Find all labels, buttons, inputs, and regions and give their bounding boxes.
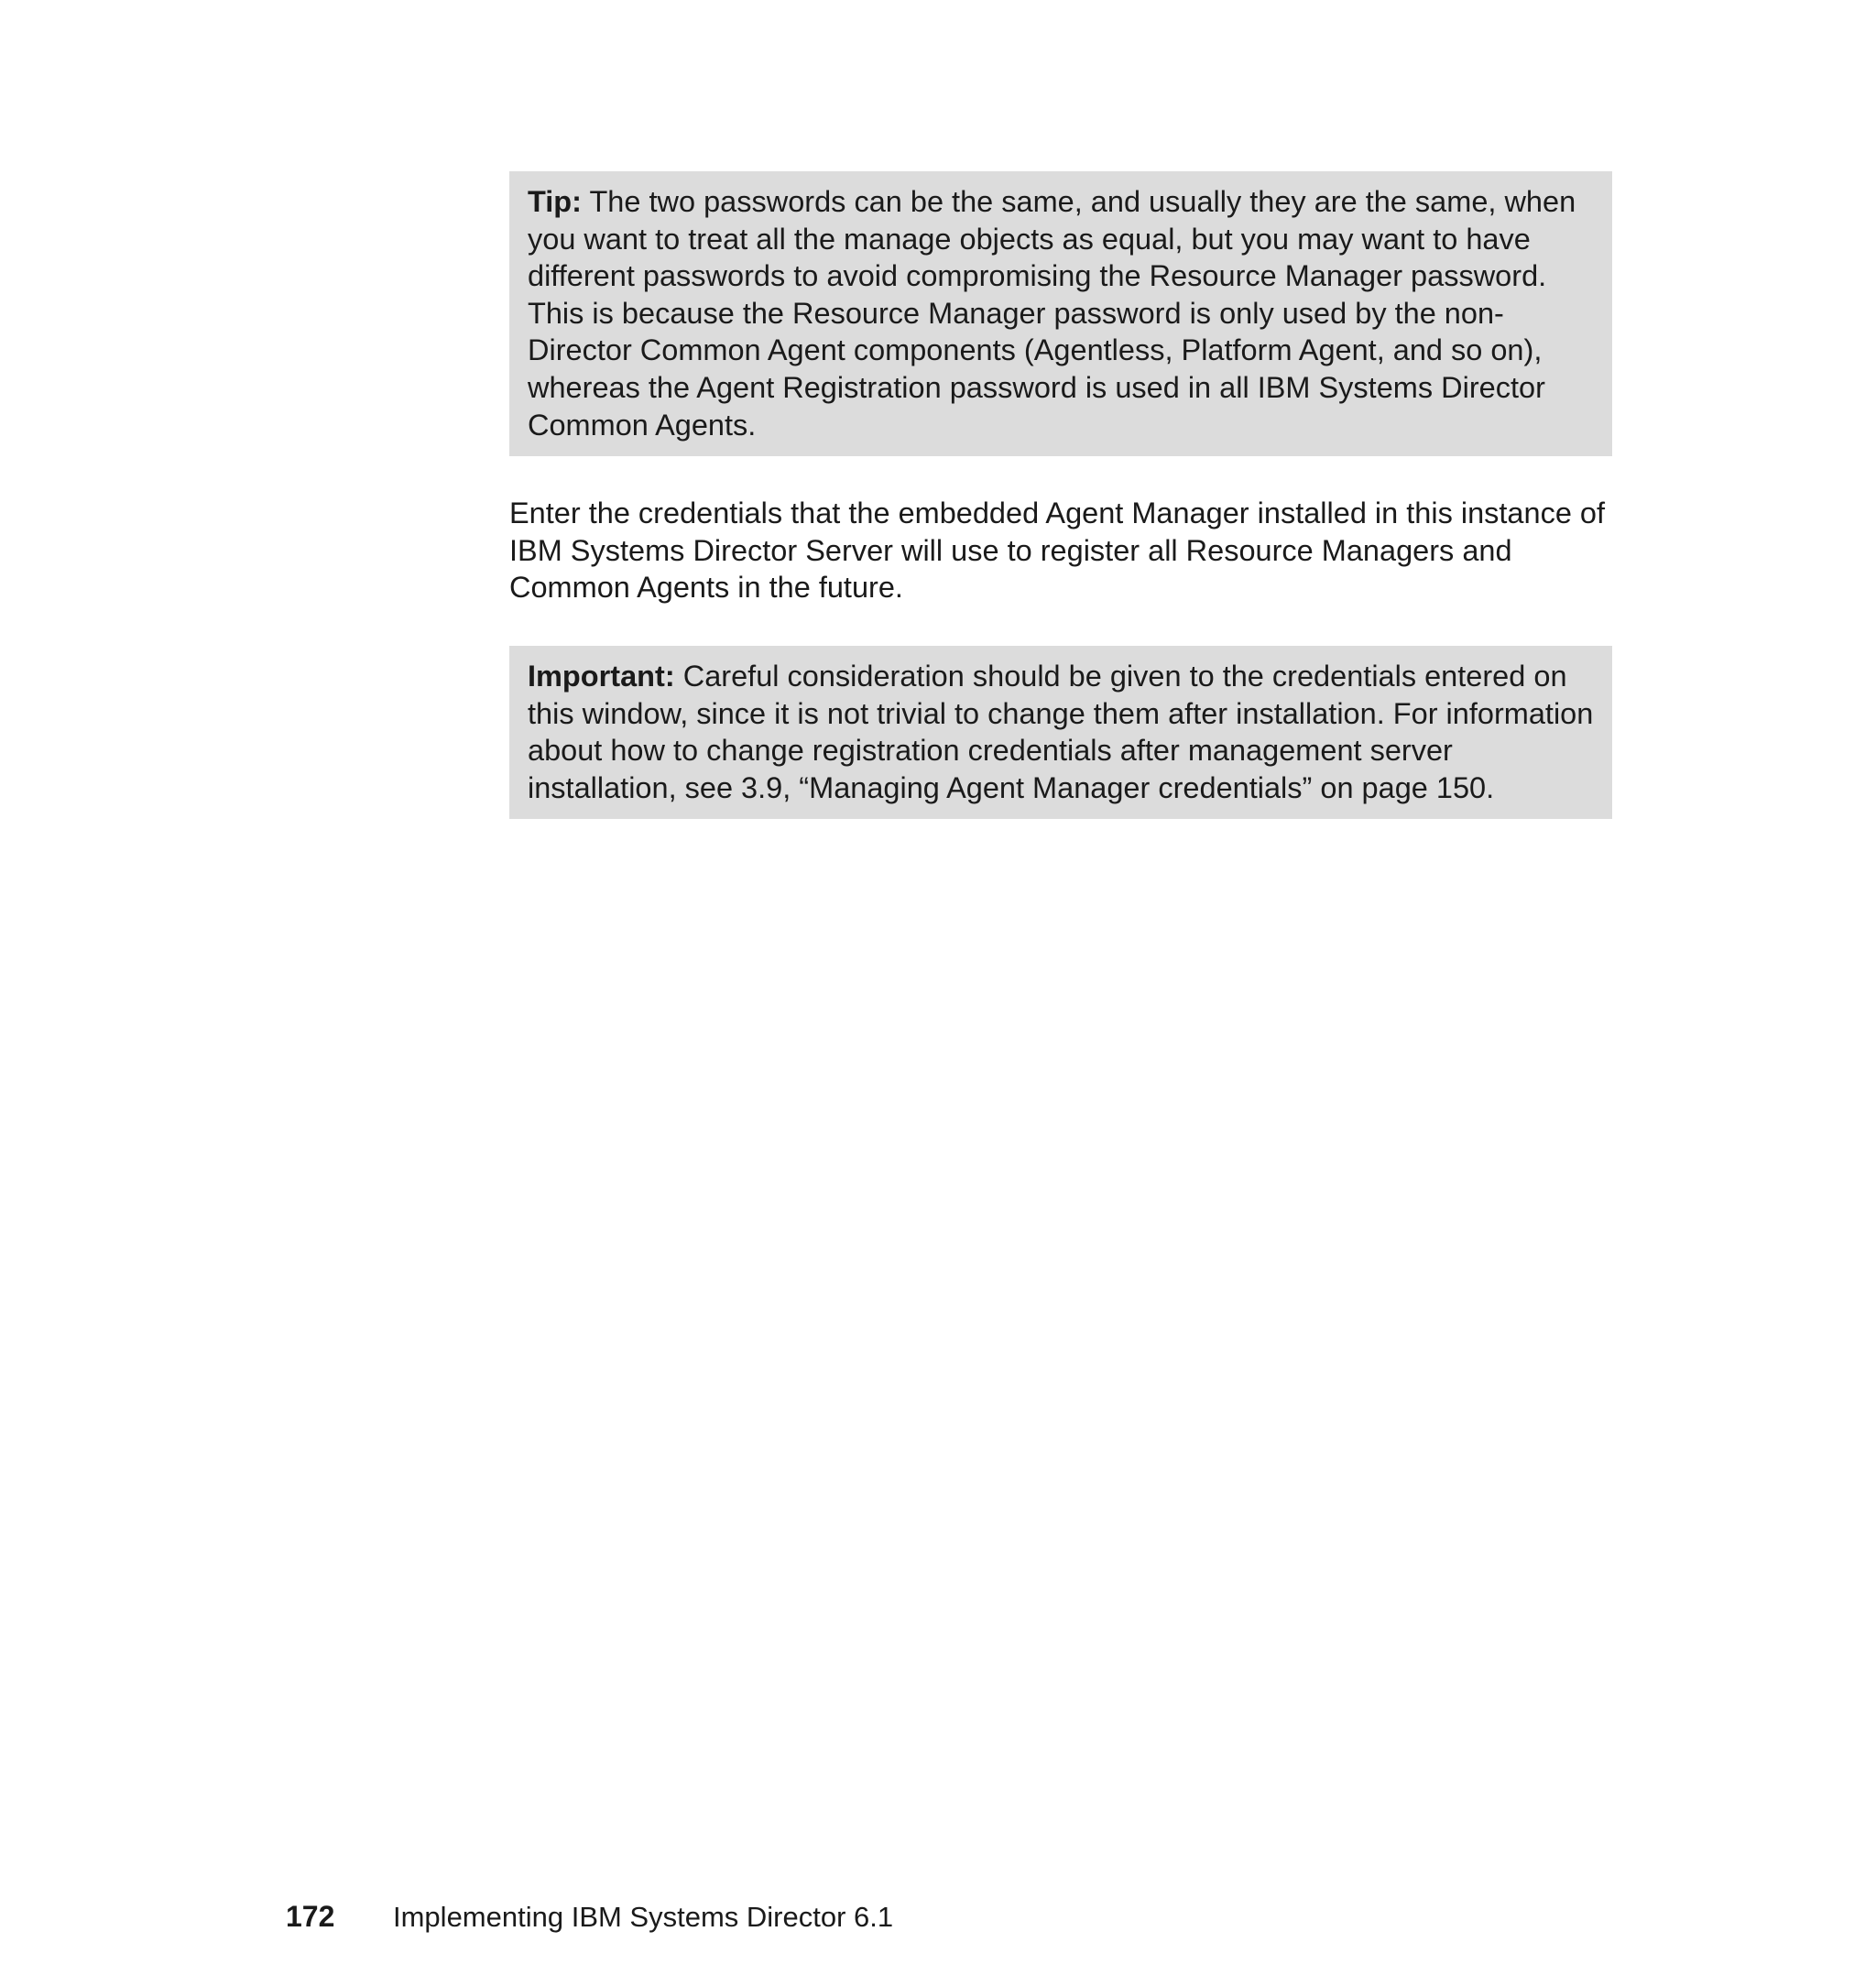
important-text: Careful consideration should be given to the credentials entered on this window, since it is not trivial to change them after installation. For information about how to change registration credentials after management server installation, see 3.9, “Managing Agent Manager credentials” on page 150. <box>528 659 1594 804</box>
page-content <box>509 171 1612 819</box>
book-title: Implementing IBM Systems Director 6.1 <box>393 1901 894 1933</box>
page-footer <box>286 1898 893 1936</box>
tip-text: The two passwords can be the same, and usually they are the same, when you want to treat all the manage objects as equal, but you may want to have different passwords to avoid compromising the Resource Manager password. This is because the Resource Manager password is only used by the non-Director Common Agent components (Agentless, Platform Agent, and so on), whereas the Agent Registration password is used in all IBM Systems Director Common Agents. <box>528 185 1576 442</box>
important-callout <box>509 646 1612 819</box>
tip-callout <box>509 171 1612 456</box>
body-paragraph: Enter the credentials that the embedded Agent Manager installed in this instance of IBM Systems Director Server will use to register all Resource Managers and Common Agents in the future. <box>509 496 1606 605</box>
page-number: 172 <box>286 1900 335 1933</box>
important-label: Important: <box>528 659 675 693</box>
tip-label: Tip: <box>528 185 582 218</box>
